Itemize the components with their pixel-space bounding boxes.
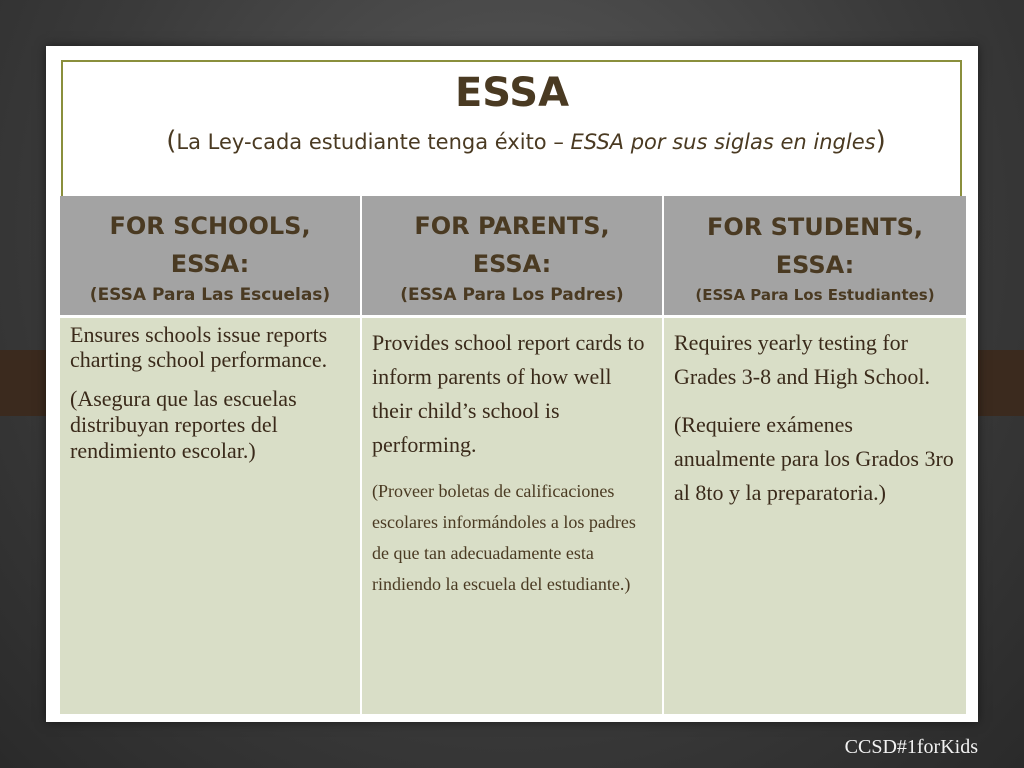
subtitle-close-paren: ): [875, 126, 886, 156]
header-students-title: FOR STUDENTS, ESSA:: [707, 212, 923, 279]
subtitle-open-paren: (: [166, 126, 177, 156]
header-schools-title: FOR SCHOOLS, ESSA:: [109, 211, 311, 278]
subtitle-main: La Ley-cada estudiante tenga éxito –: [176, 130, 571, 154]
parents-spanish-text: (Proveer boletas de calificaciones escolares informándoles a los padres de que tan adecuadamente esta rindiendo la escuela del estudiante.): [372, 481, 636, 594]
schools-english-text: Ensures schools issue reports charting school performance.: [70, 322, 328, 372]
schools-spanish-text: (Asegura que las escuelas distribuyan reportes del rendimiento escolar.): [70, 386, 297, 463]
header-parents-title: FOR PARENTS, ESSA:: [414, 211, 610, 278]
essa-table: [60, 196, 964, 714]
footer-tag: CCSD#1forKids: [844, 736, 978, 758]
slide-subtitle: [86, 126, 966, 156]
table-header-schools: [60, 196, 360, 318]
table-header-students: [664, 196, 966, 318]
slide: [46, 46, 978, 722]
students-english-text: Requires yearly testing for Grades 3-8 and High School.: [674, 330, 931, 389]
table-header-parents: [362, 196, 662, 318]
header-parents-subtitle: (ESSA Para Los Padres): [400, 284, 624, 305]
subtitle-italic: ESSA por sus siglas en ingles: [570, 130, 876, 154]
table-cell-schools: [60, 318, 360, 714]
parents-english-text: Provides school report cards to inform parents of how well their child’s school is performing.: [372, 330, 645, 457]
slide-title: ESSA: [454, 70, 570, 116]
students-spanish-text: (Requiere exámenes anualmente para los Grados 3ro al 8to y la preparatoria.): [674, 412, 954, 505]
header-students-subtitle: (ESSA Para Los Estudiantes): [695, 285, 935, 304]
table-cell-students: [664, 318, 966, 714]
header-schools-subtitle: (ESSA Para Las Escuelas): [89, 284, 331, 305]
table-cell-parents: [362, 318, 662, 714]
